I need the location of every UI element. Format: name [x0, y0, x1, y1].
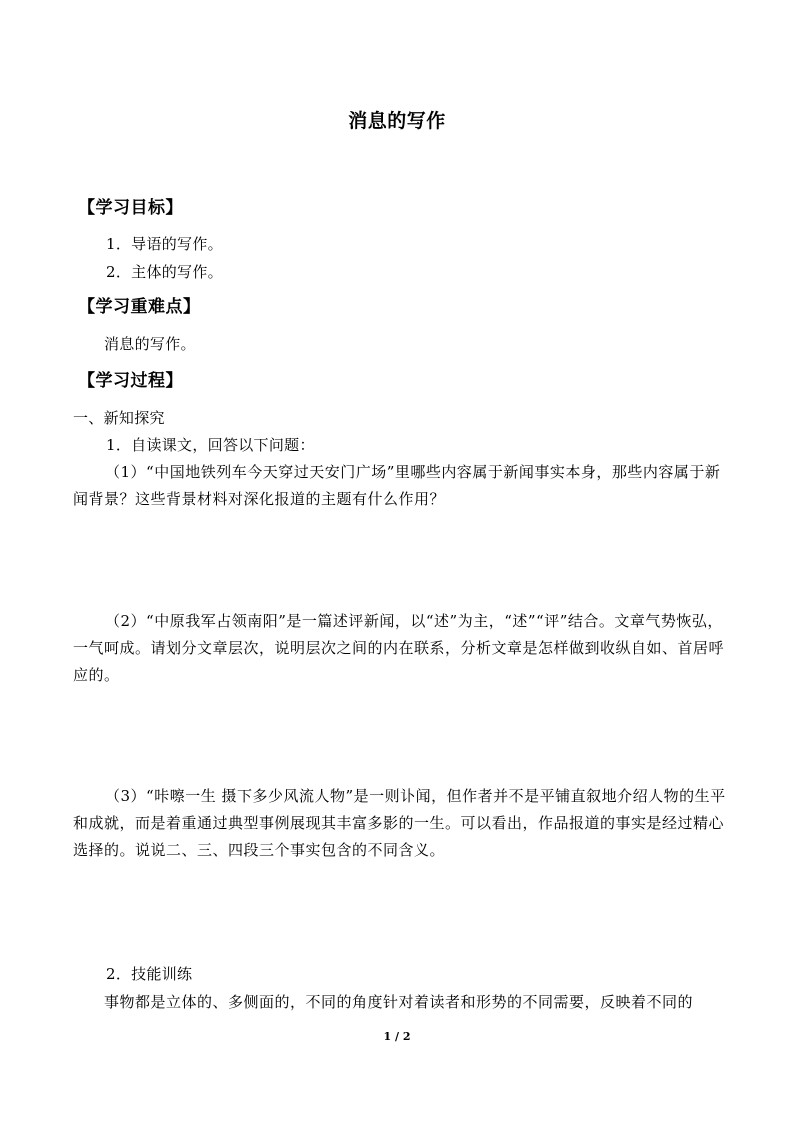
page-indicator: 1 / 2	[383, 1030, 411, 1043]
step2-heading: 2．技能训练	[106, 965, 193, 983]
question-1: （1）“中国地铁列车今天穿过天安门广场”里哪些内容属于新闻事实本身，那些内容属于新闻背景？这些背景材料对深化报道的主题有什么作用？	[73, 463, 721, 508]
step1-instruction: 1．自读课文，回答以下问题：	[106, 436, 315, 454]
step2-text: 事物都是立体的、多侧面的，不同的角度针对着读者和形势的不同需要，反映着不同的	[104, 993, 694, 1011]
objective-item-2: 2．主体的写作。	[106, 263, 223, 281]
document-title: 消息的写作	[348, 110, 446, 132]
process-heading: 【学习过程】	[78, 371, 183, 391]
objectives-heading: 【学习目标】	[78, 198, 183, 218]
key-points-text: 消息的写作。	[104, 335, 196, 353]
key-points-heading: 【学习重难点】	[78, 297, 201, 317]
part1-heading: 一、新知探究	[73, 409, 165, 427]
question-3: （3）“咔嚓一生 摄下多少风流人物”是一则讣闻，但作者并不是平铺直叙地介绍人物的生平和成就，而是着重通过典型事例展现其丰富多影的一生。可以看出，作品报道的事实是经过精心选择的。说说二、三、四段三个事实包含的不同含义。	[73, 787, 726, 859]
objective-item-1: 1．导语的写作。	[106, 235, 223, 253]
question-2: （2）“中原我军占领南阳”是一篇述评新闻，以“述”为主，“述”“评”结合。文章气势恢弘，一气呵成。请划分文章层次，说明层次之间的内在联系，分析文章是怎样做到收纵自如、首居呼应的。	[73, 612, 725, 684]
